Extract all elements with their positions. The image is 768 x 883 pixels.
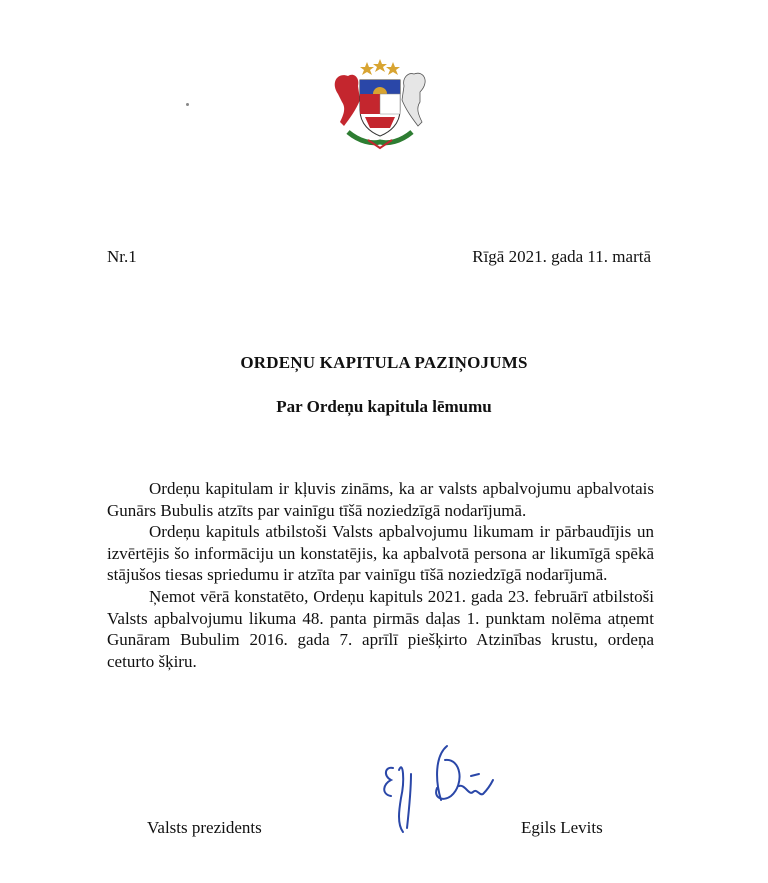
- coat-of-arms-emblem: [320, 52, 440, 152]
- handwritten-signature: [375, 740, 505, 840]
- body-paragraph: Ordeņu kapitulam ir kļuvis zināms, ka ar valsts apbalvojumu apbalvotais Gunārs Bubulis atzīts par vainīgu tīšā noziedzīgā nodarījumā.: [107, 479, 654, 520]
- shield-bottom: [365, 117, 395, 128]
- document-title: ORDEŅU KAPITULA PAZIŅOJUMS: [240, 353, 528, 372]
- emblem-griffin: [402, 73, 425, 126]
- document-number: Nr.1: [107, 247, 137, 266]
- body-paragraph: Ordeņu kapituls atbilstoši Valsts apbalvojumu likumam ir pārbaudījis un izvērtējis šo informāciju un konstatējis, ka apbalvotā persona ar likumīgā spēkā stājušos tiesas spriedumu ir atzīta par vainīgu tīšā noziedzīgā nodarījumā.: [107, 522, 654, 585]
- shield-right-silver: [380, 94, 400, 114]
- place-and-date: Rīgā 2021. gada 11. martā: [472, 247, 651, 266]
- shield-left-red: [360, 94, 380, 114]
- document-subtitle: Par Ordeņu kapitula lēmumu: [276, 397, 492, 416]
- emblem-lion: [335, 75, 360, 126]
- signatory-role: Valsts prezidents: [147, 818, 262, 837]
- emblem-stars: [360, 59, 400, 75]
- body-paragraph: Ņemot vērā konstatēto, Ordeņu kapituls 2021. gada 23. februārī atbilstoši Valsts apbalvojumu likuma 48. panta pirmās daļas 1. punktam nolēma atņemt Gunāram Bubulim 2016. gada 7. aprīlī piešķirto Atzinības krustu, ordeņa ceturto šķiru.: [107, 586, 654, 671]
- scan-speck: [186, 103, 189, 106]
- signatory-name: Egils Levits: [521, 818, 603, 837]
- document-body: [107, 478, 654, 672]
